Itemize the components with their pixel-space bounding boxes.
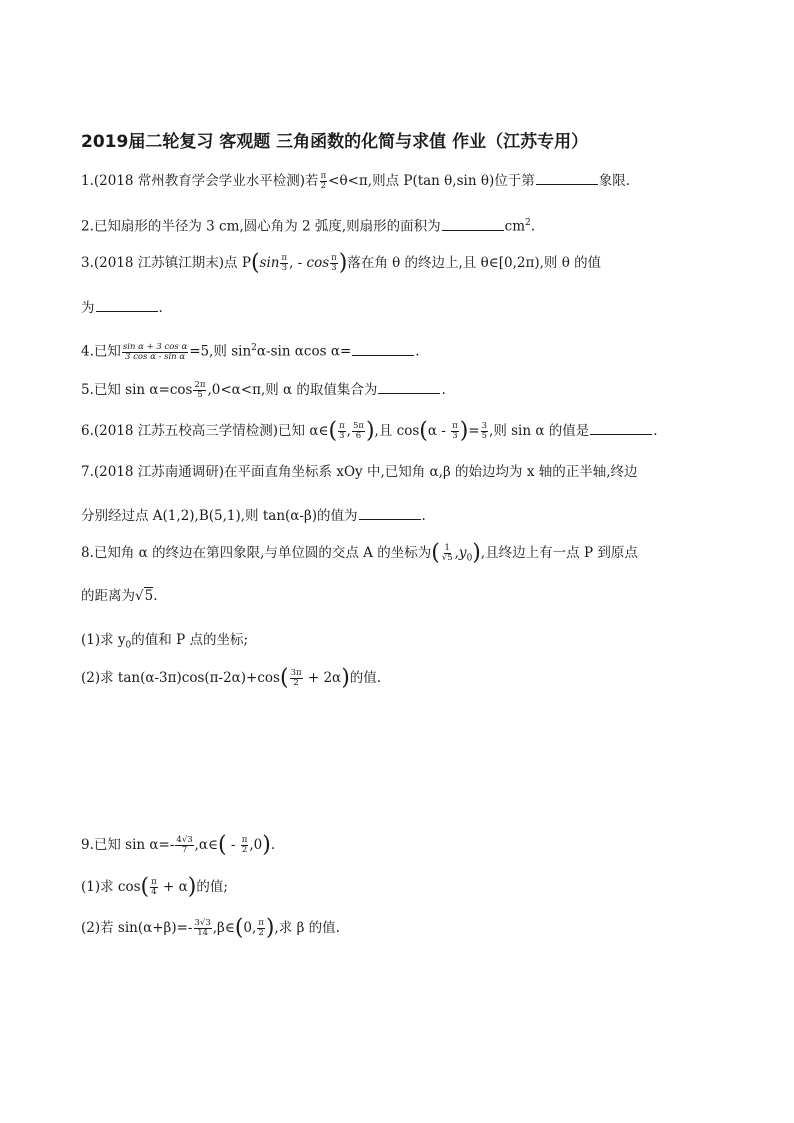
q6-a-den: 3 [339, 431, 345, 441]
q5-fraction [193, 381, 206, 400]
q7-line1: 7.(2018 江苏南通调研)在平面直角坐标系 xOy 中,已知角 α,β 的始边均为 x 轴的正半轴,终边 [81, 464, 638, 480]
q9-b-num: π [241, 835, 248, 845]
q8-sqrt-value: 5 [144, 588, 154, 604]
q8-line2-end: . [153, 588, 158, 604]
q8-p2-rest: 的值. [349, 670, 382, 686]
question-9 [81, 832, 276, 858]
q7-suffix: . [421, 508, 426, 524]
q4-frac-num: sin α + 3 cos α [122, 341, 188, 352]
q3-frac-a [280, 254, 288, 273]
question-9-part-1 [81, 874, 228, 900]
q3-b-den: 3 [331, 263, 337, 273]
q6-b-den: 6 [355, 431, 362, 441]
question-3 [81, 250, 602, 276]
q9-p2-fraction [194, 919, 212, 938]
q8-sqrt-symbol: √ [135, 588, 144, 604]
q9-p2-paren-right: ) [265, 915, 275, 941]
q6-suffix: . [653, 423, 658, 439]
q4-answer-blank[interactable] [352, 341, 414, 356]
q8-p1-prefix: (1)求 y [81, 632, 126, 648]
question-8-part-2 [81, 665, 382, 691]
q8-p2-num: 3π [290, 668, 302, 678]
q3-line2: 为 [81, 300, 95, 316]
q9-p2-prefix: (2)若 sin(α+β)=- [81, 920, 193, 936]
q1-suffix: 象限. [598, 173, 631, 189]
q6-frac-d [481, 422, 488, 441]
q8-p2-den: 2 [293, 678, 299, 688]
q6-frac-b [352, 422, 365, 441]
q2-text: 2.已知扇形的半径为 3 cm,圆心角为 2 弧度,则扇形的面积为 [81, 218, 441, 235]
q8-fraction [441, 544, 454, 563]
q9-a-num: 4√3 [176, 835, 193, 845]
q8-p2-inner: + 2α [303, 670, 342, 686]
q8-p2-paren-right: ) [341, 665, 350, 691]
question-8-line-2 [81, 586, 158, 606]
q1-middle: <θ<π,则点 P(tan θ,sin θ)位于第 [328, 173, 535, 189]
q6-answer-blank[interactable] [590, 420, 652, 435]
q3-cos: cos [306, 255, 330, 271]
q5-answer-blank[interactable] [378, 379, 440, 394]
q3-a-num: π [281, 253, 288, 263]
q5-text: 5.已知 sin α=cos [81, 382, 193, 398]
q8-frac-num: 1 [444, 543, 450, 553]
q5-frac-num: 2π [194, 380, 206, 390]
q9-a-den: 7 [181, 845, 188, 855]
q9-text: 9.已知 sin α=- [81, 837, 175, 853]
q8-paren-left: ( [431, 540, 440, 566]
question-9-part-2 [81, 915, 340, 941]
q4-sup: 2 [251, 343, 257, 353]
q6-b-num: 5π [352, 421, 364, 431]
q9-b-rest: ,0 [249, 837, 263, 853]
q3-answer-blank[interactable] [96, 297, 158, 312]
q9-b-prefix: - [226, 837, 240, 853]
q6-paren-right-2: ) [459, 418, 469, 444]
q9-frac-b [241, 836, 249, 855]
q9-p2-num: 3√3 [194, 918, 211, 928]
q6-frac-a [338, 422, 346, 441]
q9-paren-left: ( [218, 832, 227, 858]
q6-paren-left-2: ( [419, 418, 428, 444]
q4-fraction [122, 343, 188, 362]
q9-p2-c-num: π [258, 918, 264, 928]
q2-unit-sup: 2 [525, 218, 531, 228]
q7-answer-blank[interactable] [359, 505, 421, 520]
q9-p2-paren-left: ( [234, 915, 244, 941]
q9-middle: ,α∈ [194, 837, 219, 853]
q9-p1-rest: 的值; [196, 879, 228, 895]
q1-answer-blank[interactable] [536, 170, 598, 185]
q6-paren-right-1: ) [365, 418, 375, 444]
q4-rest: α-sin αcos α= [256, 343, 352, 360]
q6-eq: = [468, 423, 480, 439]
q9-paren-right: ) [262, 832, 271, 858]
q6-text: 6.(2018 江苏五校高三学情检测)已知 α∈ [81, 423, 329, 439]
question-8-part-1 [81, 630, 248, 656]
question-3-line-2 [81, 297, 163, 318]
q3-line2-end: . [158, 300, 163, 316]
q8-p1-rest: 的值和 P 点的坐标; [131, 632, 248, 648]
q6-frac-c [451, 422, 459, 441]
q8-rest: ,且终边上有一点 P 到原点 [480, 545, 638, 561]
page-title: 2019届二轮复习 客观题 三角函数的化简与求值 作业（江苏专用） [81, 132, 589, 152]
q4-text: 4.已知 [81, 343, 121, 360]
q6-inner: α - [427, 423, 451, 439]
q9-p1-inner: + α [158, 879, 188, 895]
q1-fraction [320, 172, 328, 191]
q3-paren-right: ) [338, 250, 348, 276]
q6-d-num: 3 [481, 421, 488, 431]
q6-a-num: π [339, 421, 345, 431]
q1-frac-den: 2 [320, 181, 327, 191]
q8-text: 8.已知角 α 的终边在第四象限,与单位圆的交点 A 的坐标为 [81, 545, 432, 561]
q3-paren-left: ( [250, 250, 260, 276]
question-2 [81, 213, 535, 237]
q6-d-den: 5 [481, 431, 488, 441]
q9-p2-c-den: 2 [258, 928, 264, 938]
q9-p1-paren-right: ) [187, 874, 197, 900]
q2-suffix: . [530, 218, 536, 235]
q8-paren-right: ) [472, 540, 481, 566]
q9-p2-inner: 0, [243, 920, 257, 936]
q4-middle: =5,则 sin [189, 343, 252, 360]
question-1 [81, 170, 630, 191]
q8-p1-sub: 0 [125, 640, 132, 651]
q6-sep: , [346, 423, 351, 439]
question-6 [81, 420, 658, 442]
q8-p2-paren-left: ( [279, 665, 289, 691]
question-8 [81, 540, 638, 569]
q3-frac-b [330, 254, 338, 273]
q9-p1-num: π [151, 877, 157, 887]
q5-frac-den: 5 [197, 390, 203, 400]
q9-p2-frac-c [257, 919, 265, 938]
question-4 [81, 338, 420, 362]
q9-p1-fraction [150, 878, 158, 897]
q2-answer-blank[interactable] [442, 216, 504, 231]
q3-text: 3.(2018 江苏镇江期末)点 P [81, 255, 251, 271]
q2-unit: cm [504, 218, 526, 235]
q1-text: 1.(2018 常州教育学会学业水平检测)若 [81, 173, 319, 189]
q1-frac-num: π [320, 171, 327, 181]
q3-a-den: 3 [281, 263, 287, 273]
q8-line2: 的距离为 [81, 588, 135, 604]
q3-sin: sin [259, 255, 280, 271]
q4-frac-den: 3 cos α - sin α [125, 351, 186, 362]
q9-b-den: 2 [241, 845, 248, 855]
q9-frac-a [175, 836, 193, 855]
q5-suffix: . [441, 382, 446, 398]
question-7-line-2 [81, 505, 426, 526]
q5-middle: ,0<α<π,则 α 的取值集合为 [207, 382, 378, 398]
q8-p2-prefix: (2)求 tan(α-3π)cos(π-2α)+cos [81, 670, 280, 686]
q3-b-num: π [331, 253, 337, 263]
q8-p2-fraction [290, 669, 303, 688]
q6-c-den: 3 [452, 431, 458, 441]
q9-p2-rest: ,求 β 的值. [274, 920, 340, 936]
question-7 [81, 462, 638, 482]
q6-middle: ,且 cos [374, 423, 420, 439]
q4-suffix: . [415, 343, 420, 360]
q6-paren-left-1: ( [328, 418, 338, 444]
q9-p1-prefix: (1)求 cos [81, 879, 141, 895]
q9-p1-paren-left: ( [140, 874, 150, 900]
q8-sep: , [454, 545, 459, 561]
q9-p1-den: 4 [151, 887, 157, 897]
q8-y0-sub: 0 [466, 553, 473, 564]
q9-p2-mid: ,β∈ [212, 920, 235, 936]
q3-sep: , - [289, 255, 307, 271]
q8-y0: y [458, 545, 467, 561]
q6-rest: ,则 sin α 的值是 [489, 423, 590, 439]
q3-suffix: 落在角 θ 的终边上,且 θ∈[0,2π),则 θ 的值 [347, 255, 602, 271]
q6-c-num: π [452, 421, 458, 431]
q8-frac-den: √5 [441, 553, 453, 563]
q7-line2: 分别经过点 A(1,2),B(5,1),则 tan(α-β)的值为 [81, 508, 358, 524]
q9-p2-den: 14 [197, 928, 209, 938]
question-5 [81, 379, 446, 400]
q9-suffix: . [270, 837, 276, 853]
